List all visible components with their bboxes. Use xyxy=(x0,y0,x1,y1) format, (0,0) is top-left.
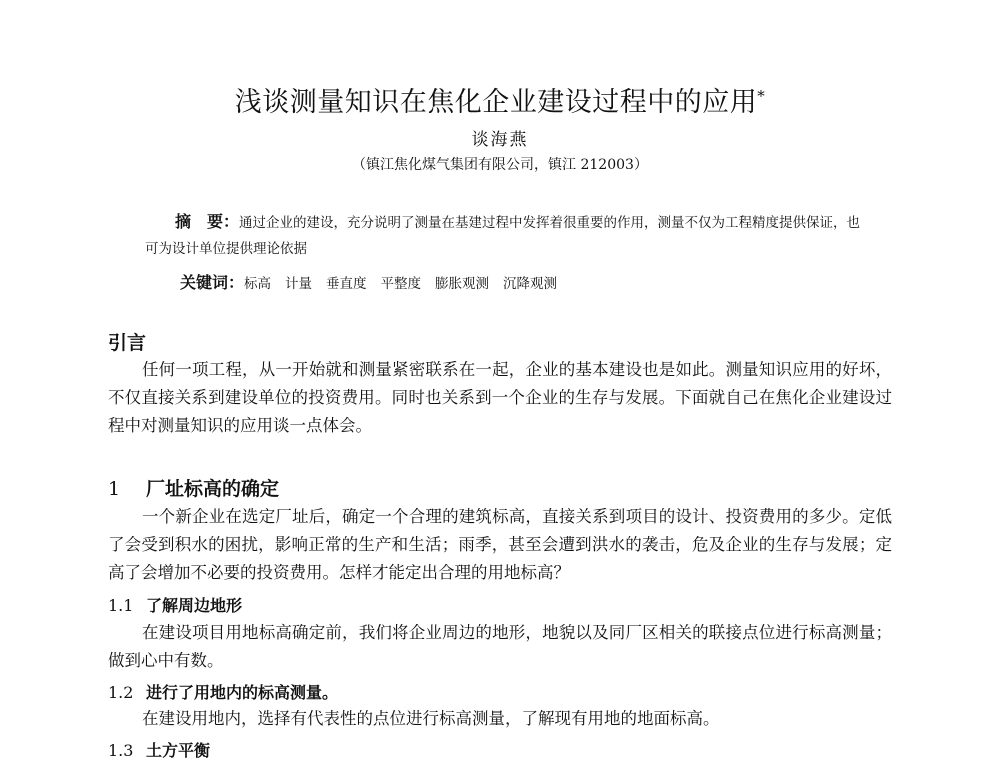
subsection-paragraph-1-2: 在建设用地内，选择有代表性的点位进行标高测量，了解现有用地的地面标高。 xyxy=(142,709,720,728)
paper-title-text: 浅谈测量知识在焦化企业建设过程中的应用 xyxy=(234,87,758,118)
section-heading-1 xyxy=(108,474,279,501)
author-affiliation: （镇江焦化煤气集团有限公司，镇江 212003） xyxy=(352,157,648,173)
section-paragraph-1: 一个新企业在选定厂址后，确定一个合理的建筑标高，直接关系到项目的设计、投资费用的多少。定低了会受到积水的困扰，影响正常的生产和生活；雨季，甚至会遭到洪水的袭击，危及企业的生存与发展；定高了会增加不必要的投资费用。怎样才能定出合理的用地标高？ xyxy=(108,507,892,582)
keyword-item: 垂直度 xyxy=(326,276,367,292)
section-paragraph-intro: 任何一项工程，从一开始就和测量紧密联系在一起，企业的基本建设也是如此。测量知识应用的好坏，不仅直接关系到建设单位的投资费用。同时也关系到一个企业的生存与发展。下面就自己在焦化企业建设过程中对测量知识的应用谈一点体会。 xyxy=(108,360,892,435)
keyword-item: 平整度 xyxy=(380,276,422,292)
subsection-title: 土方平衡 xyxy=(146,741,211,760)
abstract-label: 摘 要： xyxy=(175,212,240,231)
subsection-title: 进行了用地内的标高测量。 xyxy=(146,683,339,702)
keywords-label: 关键词： xyxy=(180,273,245,292)
subsection-heading-1-2 xyxy=(108,680,338,703)
section-title: 厂址标高的确定 xyxy=(146,478,280,500)
keyword-item: 计量 xyxy=(285,276,313,292)
keywords xyxy=(145,270,900,297)
abstract-text: 通过企业的建设，充分说明了测量在基建过程中发挥着很重要的作用，测量不仅为工程精度提供保证，也可为设计单位提供理论依据 xyxy=(145,215,861,257)
keyword-item: 标高 xyxy=(244,276,272,292)
paper-author: 谈海燕 xyxy=(471,130,529,150)
section-number: 1 xyxy=(108,478,121,500)
keyword-item: 膨胀观测 xyxy=(435,276,490,292)
subsection-number: 1.3 xyxy=(108,741,134,760)
keyword-item: 沉降观测 xyxy=(503,276,558,292)
abstract xyxy=(145,209,865,262)
subsection-heading-1-3 xyxy=(108,738,210,761)
subsection-paragraph-1-1: 在建设项目用地标高确定前，我们将企业周边的地形，地貌以及同厂区相关的联接点位进行标高测量；做到心中有数。 xyxy=(108,623,892,670)
section-heading-intro: 引言 xyxy=(108,332,147,354)
subsection-number: 1.1 xyxy=(108,596,134,615)
paper-title xyxy=(0,80,1000,119)
subsection-title: 了解周边地形 xyxy=(146,596,243,615)
title-footnote-mark: * xyxy=(757,87,766,105)
subsection-heading-1-1 xyxy=(108,593,242,616)
subsection-number: 1.2 xyxy=(108,683,134,702)
